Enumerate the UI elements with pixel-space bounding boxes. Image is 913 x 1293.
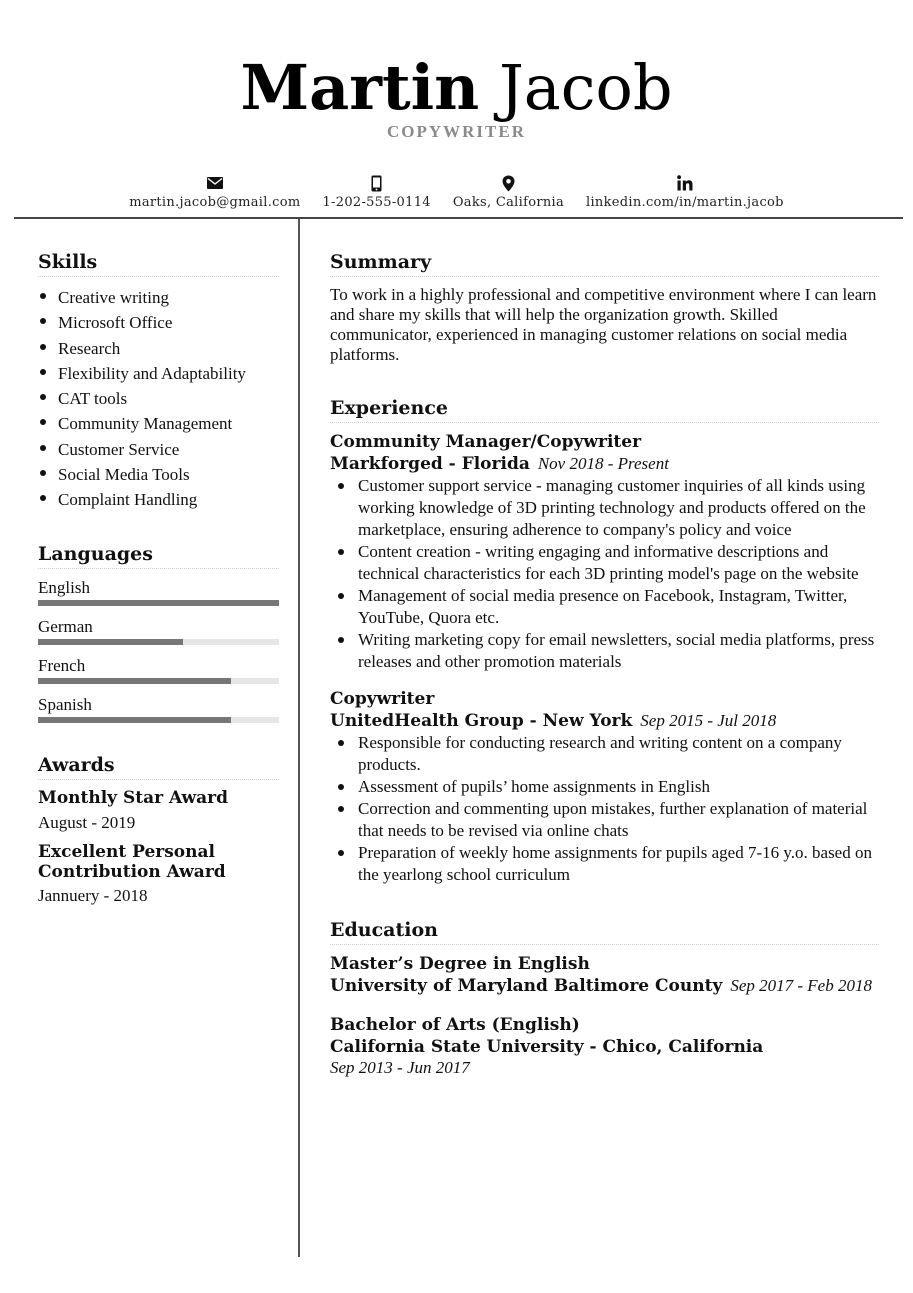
skills-section xyxy=(38,248,279,513)
section-title: Skills xyxy=(38,248,279,277)
language-level-fill xyxy=(38,717,231,723)
last-name: Jacob xyxy=(498,51,673,124)
skill-item: Social Media Tools xyxy=(38,462,279,487)
education-item xyxy=(330,1014,879,1078)
skills-list xyxy=(38,285,279,513)
school: California State University - Chico, California xyxy=(330,1037,764,1057)
summary-section xyxy=(330,248,879,365)
job-dates: Nov 2018 - Present xyxy=(537,454,669,473)
skill-item: Microsoft Office xyxy=(38,310,279,335)
first-name: Martin xyxy=(240,51,480,124)
award-item xyxy=(38,842,279,909)
education-dates: Sep 2013 - Jun 2017 xyxy=(330,1058,470,1077)
education-dates: Sep 2017 - Feb 2018 xyxy=(730,976,872,995)
section-title: Summary xyxy=(330,248,879,277)
language-level-fill xyxy=(38,639,183,645)
linkedin-icon xyxy=(677,172,693,194)
language-level-bar xyxy=(38,717,279,723)
skill-item: CAT tools xyxy=(38,386,279,411)
resume-header xyxy=(0,0,913,220)
phone-icon xyxy=(371,172,382,194)
job-bullet: Assessment of pupils’ home assignments in English xyxy=(330,776,879,798)
awards-section xyxy=(38,751,279,909)
summary-text: To work in a highly professional and competitive environment where I can learn and share my skills that will help the organization growth. Skilled communicator, experienced in managing customer relations on social media platforms. xyxy=(330,285,877,364)
skill-item: Flexibility and Adaptability xyxy=(38,361,279,386)
experience-section xyxy=(330,394,879,886)
job-org-line xyxy=(330,453,879,475)
phone-text: 1-202-555-0114 xyxy=(322,195,431,210)
job-entry xyxy=(330,688,879,886)
education-section xyxy=(330,916,879,1078)
linkedin-text: linkedin.com/in/martin.jacob xyxy=(586,195,784,210)
school: University of Maryland Baltimore County xyxy=(330,976,723,996)
job-org: Markforged - Florida xyxy=(330,454,530,474)
skill-item: Research xyxy=(38,336,279,361)
section-title: Languages xyxy=(38,540,279,569)
header-divider xyxy=(14,217,903,219)
section-title: Experience xyxy=(330,394,879,423)
candidate-name xyxy=(0,52,913,124)
job-role: Copywriter xyxy=(330,689,435,709)
skill-item: Community Management xyxy=(38,411,279,436)
contact-location xyxy=(453,172,564,210)
language-level-bar xyxy=(38,678,279,684)
job-role: Community Manager/Copywriter xyxy=(330,432,642,452)
education-item xyxy=(330,953,879,997)
left-column xyxy=(38,248,279,909)
language-item xyxy=(38,694,279,723)
section-title: Education xyxy=(330,916,879,945)
language-name: English xyxy=(38,577,90,597)
language-name: Spanish xyxy=(38,694,92,714)
section-title: Awards xyxy=(38,751,279,780)
skill-item: Complaint Handling xyxy=(38,487,279,512)
email-text: martin.jacob@gmail.com xyxy=(129,195,301,210)
job-bullet: Correction and commenting upon mistakes, further explanation of material that needs to be revised via online chats xyxy=(330,798,879,842)
language-item xyxy=(38,655,279,684)
job-dates: Sep 2015 - Jul 2018 xyxy=(640,711,777,730)
job-entry xyxy=(330,431,879,673)
skill-item: Customer Service xyxy=(38,437,279,462)
job-bullet: Management of social media presence on Facebook, Instagram, Twitter, YouTube, Quora etc. xyxy=(330,585,879,629)
language-name: French xyxy=(38,655,86,675)
language-item xyxy=(38,616,279,645)
award-name: Monthly Star Award xyxy=(38,787,228,808)
language-level-bar xyxy=(38,600,279,606)
language-level-fill xyxy=(38,678,231,684)
job-title: COPYWRITER xyxy=(386,122,526,141)
award-name: Excellent Personal Contribution Award xyxy=(38,841,226,882)
location-text: Oaks, California xyxy=(452,195,565,210)
languages-section xyxy=(38,540,279,723)
job-bullet: Writing marketing copy for email newsletters, social media platforms, press releases and other promotion materials xyxy=(330,629,879,673)
job-org: UnitedHealth Group - New York xyxy=(330,711,633,731)
location-pin-icon xyxy=(502,172,515,194)
award-date: Jannuery - 2018 xyxy=(38,885,148,905)
right-column xyxy=(330,248,879,1078)
award-date: August - 2019 xyxy=(38,812,136,832)
award-item xyxy=(38,788,279,836)
envelope-icon xyxy=(207,172,223,194)
column-divider xyxy=(298,219,300,1257)
language-name: German xyxy=(38,616,93,636)
contact-email[interactable] xyxy=(129,172,300,210)
contact-linkedin[interactable] xyxy=(586,172,784,210)
skill-item: Creative writing xyxy=(38,285,279,310)
job-bullet: Content creation - writing engaging and informative descriptions and technical characteristics for each 3D printing model's page on the website xyxy=(330,541,879,585)
job-bullet: Responsible for conducting research and writing content on a company products. xyxy=(330,732,879,776)
job-bullets xyxy=(330,732,879,886)
language-level-bar xyxy=(38,639,279,645)
job-org-line xyxy=(330,710,879,732)
language-level-fill xyxy=(38,600,279,606)
contact-bar xyxy=(0,172,913,210)
school-line xyxy=(330,975,879,997)
language-item xyxy=(38,577,279,606)
contact-phone[interactable] xyxy=(322,172,430,210)
degree: Bachelor of Arts (English) xyxy=(330,1015,580,1035)
job-bullet: Customer support service - managing customer inquiries of all kinds using working knowledge of 3D printing technology and products offered on the marketplace, ensuring adherence to company's policy and voice xyxy=(330,475,879,541)
degree: Master’s Degree in English xyxy=(330,954,590,974)
job-bullet: Preparation of weekly home assignments for pupils aged 7-16 y.o. based on the yearlong school curriculum xyxy=(330,842,879,886)
job-bullets xyxy=(330,475,879,673)
